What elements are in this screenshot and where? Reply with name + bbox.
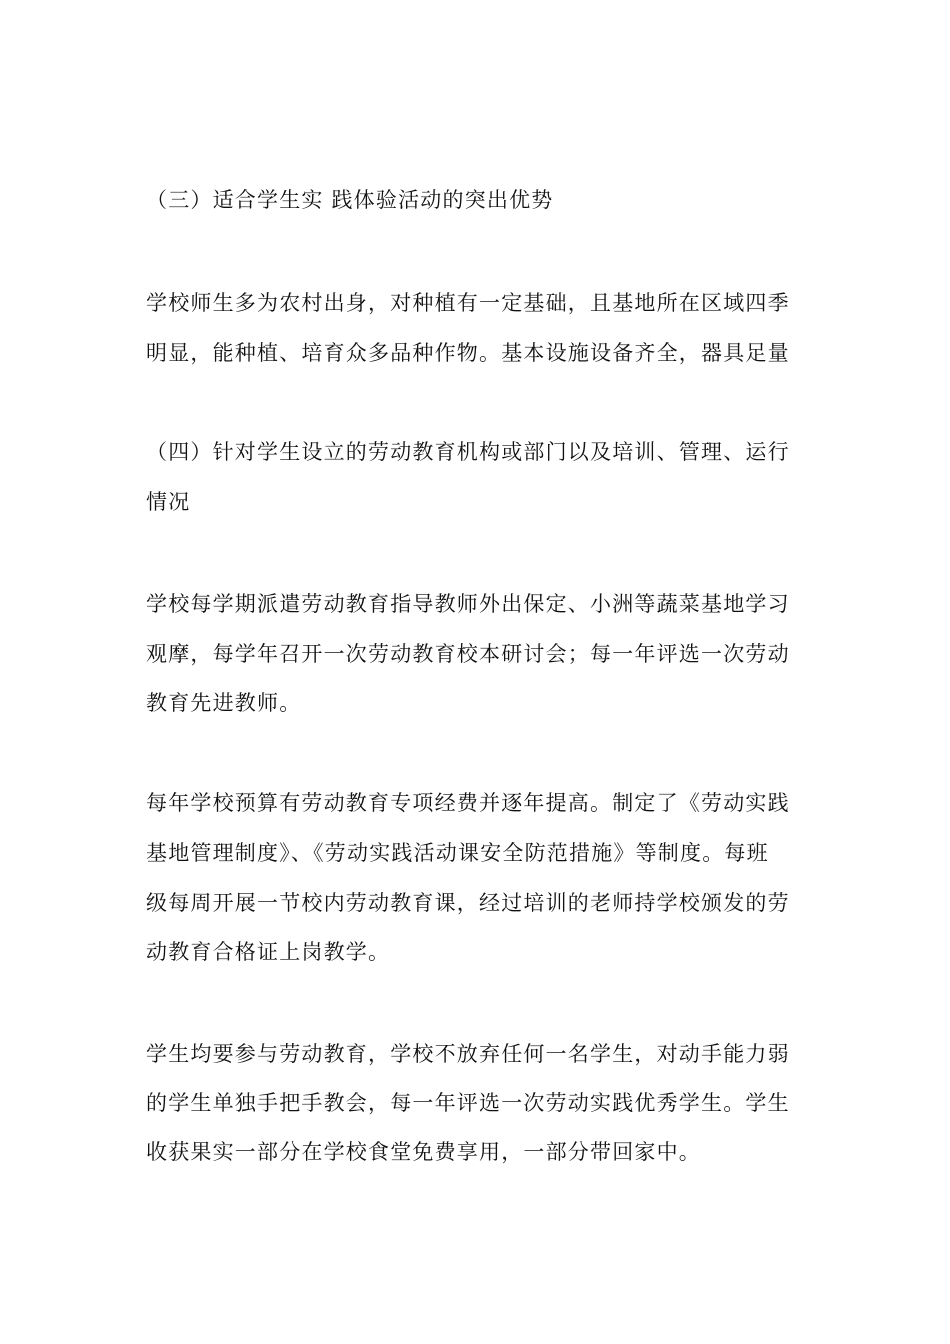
paragraph-line: 每年学校预算有劳动教育专项经费并逐年提高。制定了《劳动实践 xyxy=(146,791,790,815)
paragraph-line: 学校每学期派遣劳动教育指导教师外出保定、小洲等蔬菜基地学习 xyxy=(146,592,790,616)
paragraph-line: 的学生单独手把手教会，每一年评选一次劳动实践优秀学生。学生 xyxy=(146,1091,790,1115)
paragraph-line: 教育先进教师。 xyxy=(146,691,302,715)
paragraph-line: 学校师生多为农村出身，对种植有一定基础，且基地所在区域四季 xyxy=(146,291,790,315)
paragraph-line: 观摩，每学年召开一次劳动教育校本研讨会；每一年评选一次劳动 xyxy=(146,642,790,666)
paragraph-line: 基地管理制度》、《劳动实践活动课安全防范措施》等制度。每班 xyxy=(146,841,769,865)
section-3-heading: （三）适合学生实 践体验活动的突出优势 xyxy=(146,188,554,212)
heading-line: （四）针对学生设立的劳动教育机构或部门以及培训、管理、运行 xyxy=(146,440,790,464)
heading-line: 情况 xyxy=(146,490,191,514)
paragraph-line: 动教育合格证上岗教学。 xyxy=(146,940,391,964)
paragraph-line: 收获果实一部分在学校食堂免费享用，一部分带回家中。 xyxy=(146,1140,701,1164)
paragraph-line: 学生均要参与劳动教育，学校不放弃任何一名学生，对动手能力弱 xyxy=(146,1042,790,1066)
paragraph-line: 明显，能种植、培育众多品种作物。基本设施设备齐全，器具足量 xyxy=(146,341,790,365)
paragraph-line: 级每周开展一节校内劳动教育课，经过培训的老师持学校颁发的劳 xyxy=(146,891,790,915)
